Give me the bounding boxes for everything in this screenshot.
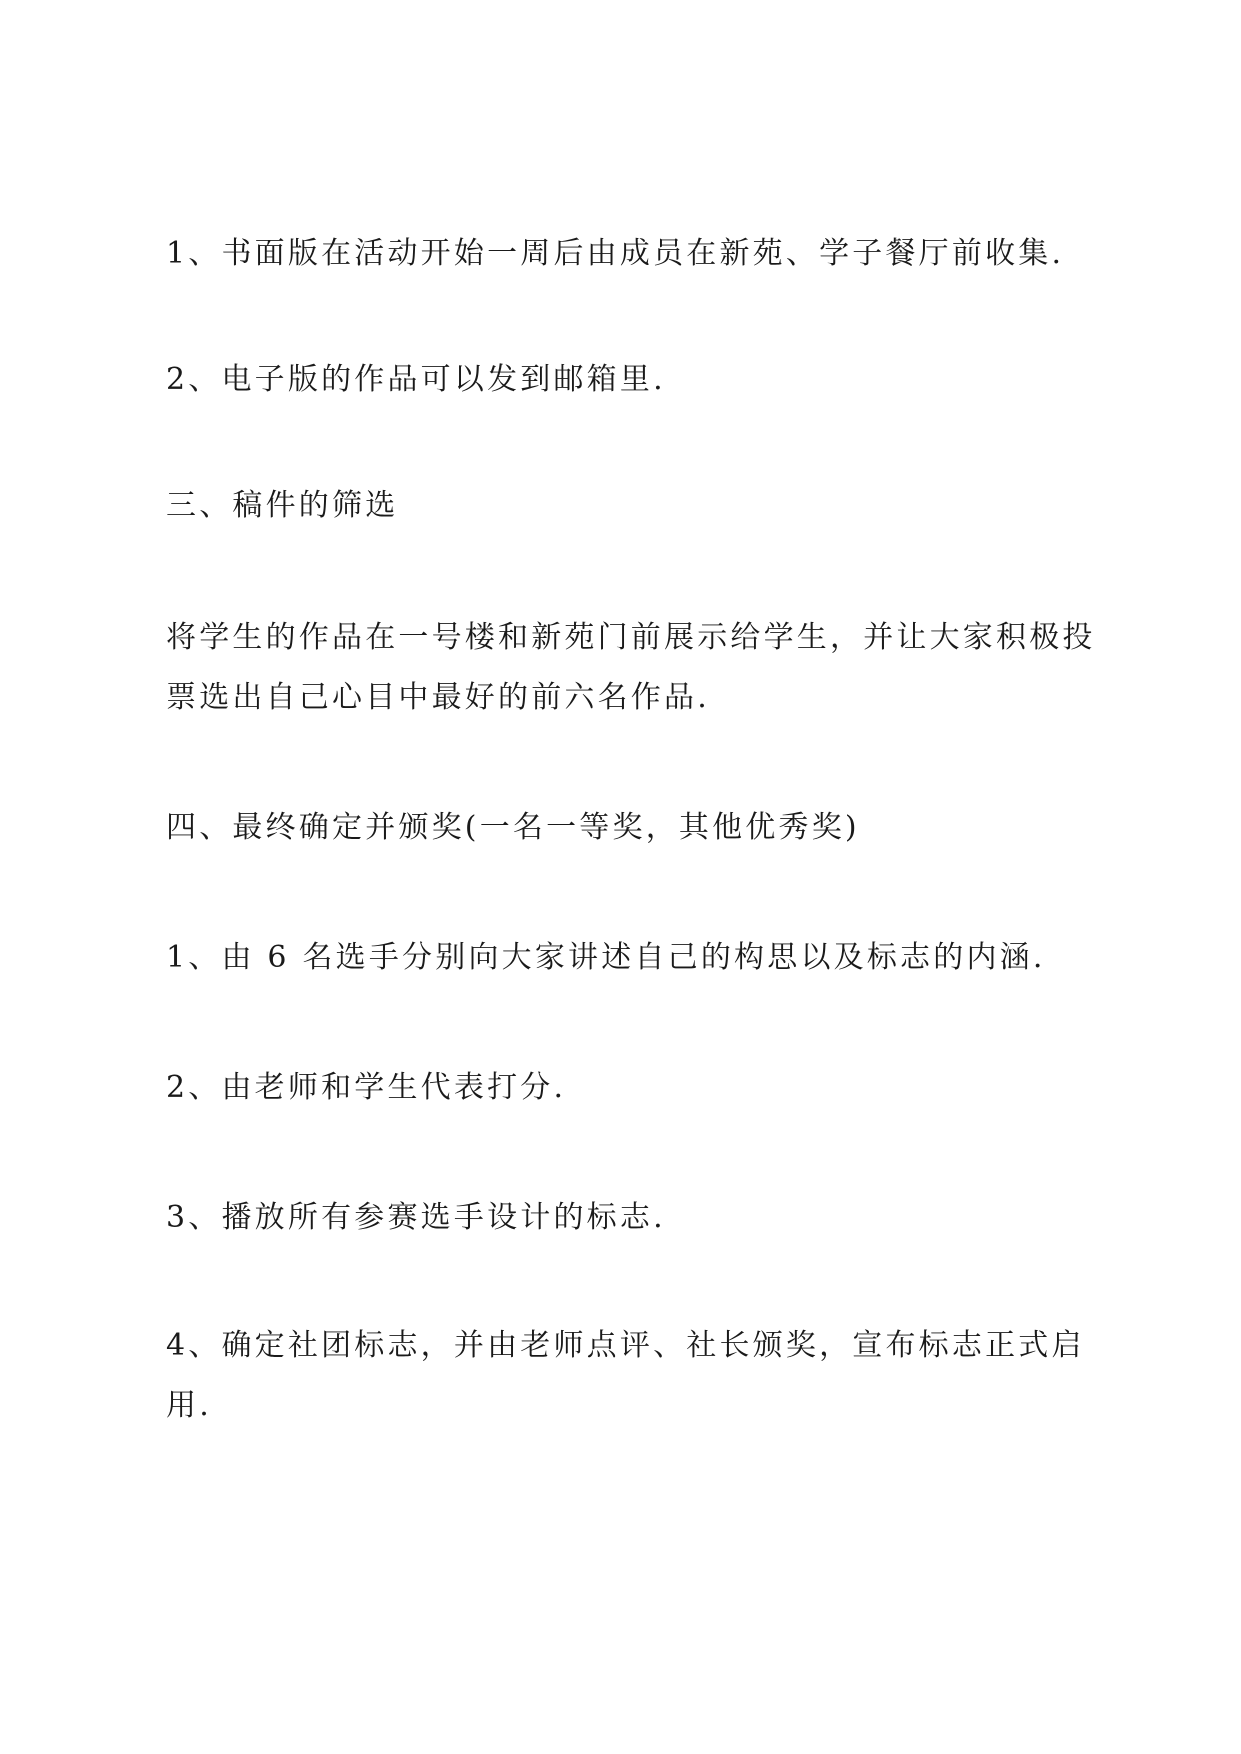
paragraph-collection-paper: 1、书面版在活动开始一周后由成员在新苑、学子餐厅前收集.	[166, 236, 1065, 271]
paragraph-selection: 将学生的作品在一号楼和新苑门前展示给学生，并让大家积极投票选出自己心目中最好的前六名作品.	[166, 620, 1096, 715]
paragraph-step-4: 4、确定社团标志，并由老师点评、社长颁奖，宣布标志正式启用.	[166, 1328, 1085, 1423]
section-heading-3: 三、稿件的筛选	[166, 488, 399, 523]
paragraph-step-3: 3、播放所有参赛选手设计的标志.	[166, 1200, 666, 1235]
paragraph-step-2: 2、由老师和学生代表打分.	[166, 1070, 567, 1105]
section-heading-4: 四、最终确定并颁奖(一名一等奖，其他优秀奖)	[166, 810, 860, 845]
paragraph-collection-email: 2、电子版的作品可以发到邮箱里.	[166, 362, 666, 397]
paragraph-step-1: 1、由 6 名选手分别向大家讲述自己的构思以及标志的内涵.	[166, 940, 1046, 975]
